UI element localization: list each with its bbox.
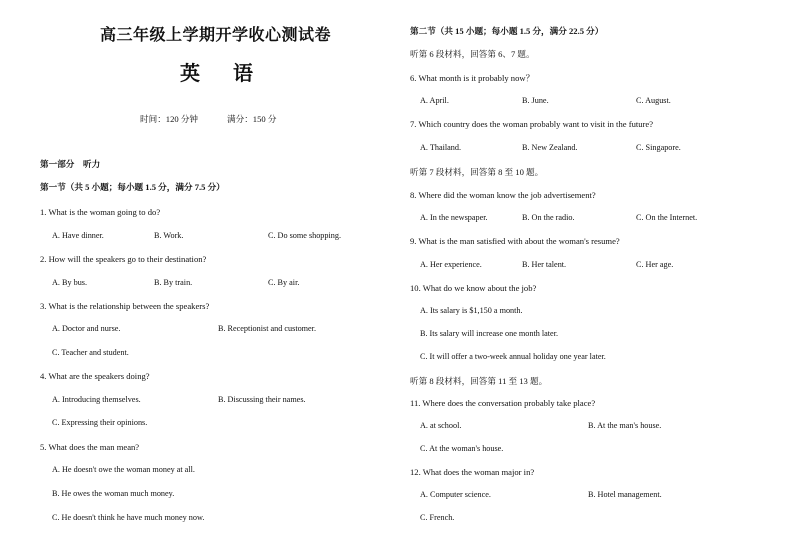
option-a: A. By bus. bbox=[52, 278, 88, 287]
option-a: A. Its salary is $1,150 a month. bbox=[420, 306, 523, 315]
question-stem: 4. What are the speakers doing? bbox=[40, 371, 150, 381]
option-c: C. Do some shopping. bbox=[268, 231, 342, 240]
option-c: C. Teacher and student. bbox=[52, 348, 129, 357]
option-a: A. He doesn't owe the woman money at all. bbox=[52, 465, 195, 474]
option-b: B. At the man's house. bbox=[588, 421, 662, 430]
exam-time: 时间：120 分钟 bbox=[140, 114, 199, 124]
option-c: C. Expressing their opinions. bbox=[52, 418, 148, 427]
option-c: C. Her age. bbox=[636, 260, 674, 269]
question-stem: 12. What does the woman major in? bbox=[410, 467, 535, 477]
option-b: B. Its salary will increase one month later. bbox=[420, 329, 559, 338]
option-a: A. In the newspaper. bbox=[420, 213, 488, 222]
option-b: B. New Zealand. bbox=[522, 143, 578, 152]
listening-intro: 听第 8 段材料，回答第 11 至 13 题。 bbox=[410, 376, 548, 386]
question-stem: 1. What is the woman going to do? bbox=[40, 207, 161, 217]
option-b: B. By train. bbox=[154, 278, 193, 287]
option-a: A. Thailand. bbox=[420, 143, 462, 152]
option-c: C. Singapore. bbox=[636, 143, 681, 152]
option-c: C. At the woman's house. bbox=[420, 444, 504, 453]
option-b: B. Work. bbox=[154, 231, 184, 240]
option-b: B. June. bbox=[522, 96, 549, 105]
option-b: B. Discussing their names. bbox=[218, 395, 306, 404]
listening-intro: 听第 6 段材料，回答第 6、7 题。 bbox=[410, 49, 535, 59]
question-stem: 7. Which country does the woman probably want to visit in the future? bbox=[410, 119, 654, 129]
question-stem: 2. How will the speakers go to their destination? bbox=[40, 254, 207, 264]
option-c: C. He doesn't think he have much money now. bbox=[52, 513, 205, 522]
option-a: A. Doctor and nurse. bbox=[52, 324, 121, 333]
option-b: B. He owes the woman much money. bbox=[52, 489, 175, 498]
option-b: B. On the radio. bbox=[522, 213, 575, 222]
option-a: A. Computer science. bbox=[420, 490, 491, 499]
question-stem: 10. What do we know about the job? bbox=[410, 283, 537, 293]
option-c: C. August. bbox=[636, 96, 671, 105]
question-stem: 3. What is the relationship between the speakers? bbox=[40, 301, 210, 311]
option-c: C. On the Internet. bbox=[636, 213, 698, 222]
part-heading: 第一部分 听力 bbox=[40, 159, 101, 169]
exam-title: 高三年级上学期开学收心测试卷 bbox=[100, 27, 332, 44]
section-heading: 第二节（共 15 小题；每小题 1.5 分，满分 22.5 分） bbox=[410, 26, 604, 36]
option-c: C. French. bbox=[420, 513, 455, 522]
listening-intro: 听第 7 段材料，回答第 8 至 10 题。 bbox=[410, 167, 544, 177]
option-a: A. Introducing themselves. bbox=[52, 395, 141, 404]
section-heading: 第一节（共 5 小题；每小题 1.5 分，满分 7.5 分） bbox=[40, 182, 225, 192]
option-c: C. By air. bbox=[268, 278, 300, 287]
option-b: B. Her talent. bbox=[522, 260, 567, 269]
option-b: B. Receptionist and customer. bbox=[218, 324, 317, 333]
option-b: B. Hotel management. bbox=[588, 490, 662, 499]
option-c: C. It will offer a two-week annual holiday one year later. bbox=[420, 352, 606, 361]
question-stem: 11. Where does the conversation probably take place? bbox=[410, 398, 596, 408]
exam-score: 满分：150 分 bbox=[227, 114, 277, 124]
question-stem: 6. What month is it probably now？ bbox=[410, 73, 535, 83]
question-stem: 9. What is the man satisfied with about the woman's resume? bbox=[410, 236, 620, 246]
question-stem: 8. Where did the woman know the job advertisement? bbox=[410, 190, 596, 200]
option-a: A. at school. bbox=[420, 421, 462, 430]
option-a: A. April. bbox=[420, 96, 449, 105]
subject-title: 英 语 bbox=[180, 63, 267, 85]
option-a: A. Have dinner. bbox=[52, 231, 104, 240]
question-stem: 5. What does the man mean? bbox=[40, 442, 140, 452]
option-a: A. Her experience. bbox=[420, 260, 482, 269]
